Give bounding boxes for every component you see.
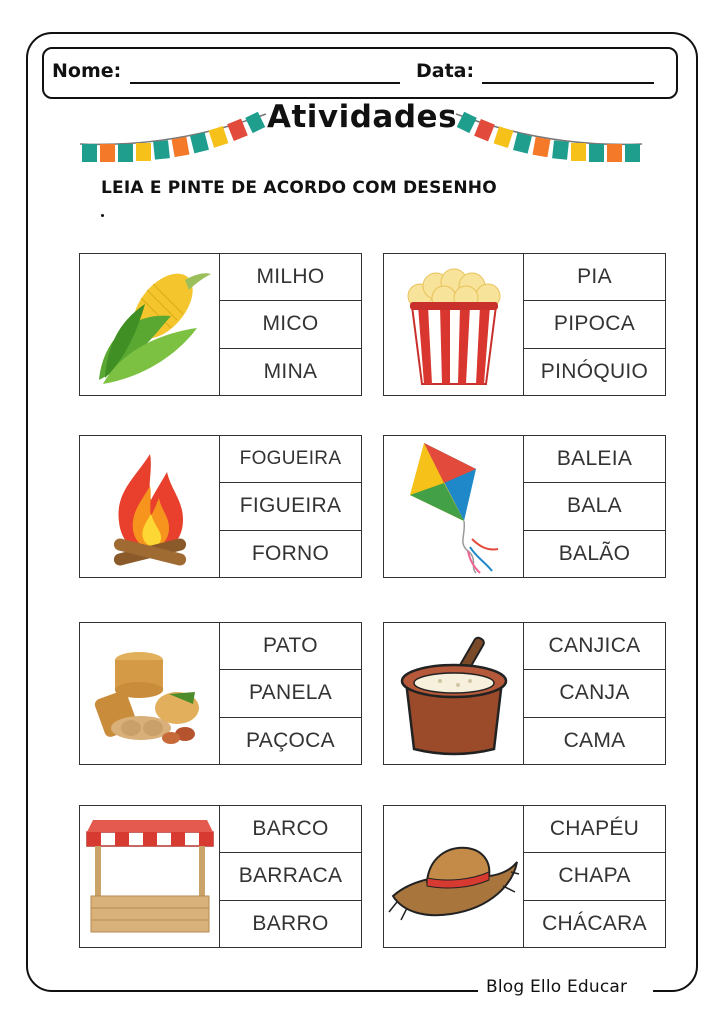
word-option[interactable]: CHAPA (524, 853, 665, 900)
word-card-2 (383, 253, 666, 396)
name-label: Nome: (52, 60, 122, 82)
straw-hat-icon (387, 822, 521, 932)
word-option[interactable]: BALA (524, 483, 665, 530)
card-picture (384, 254, 524, 395)
card-picture (384, 623, 524, 764)
word-option[interactable]: BARCO (220, 806, 361, 853)
word-option[interactable]: PIPOCA (524, 301, 665, 348)
word-option[interactable]: FIGUEIRA (220, 483, 361, 530)
word-option[interactable]: PINÓQUIO (540, 359, 649, 383)
word-option[interactable]: FOGUEIRA (220, 436, 361, 483)
market-stall-icon (83, 812, 217, 942)
word-option[interactable]: BARRO (252, 911, 329, 935)
word-option[interactable]: CAMA (563, 728, 626, 752)
word-card-6 (383, 622, 666, 765)
pacoca-icon (85, 634, 215, 754)
footer-credit: Blog Ello Educar (486, 977, 628, 997)
instruction-text: LEIA E PINTE DE ACORDO COM DESENHO (101, 178, 497, 198)
header-box (42, 47, 678, 99)
word-option[interactable]: PIA (524, 254, 665, 301)
word-option[interactable]: MINA (263, 359, 318, 383)
word-card-1 (79, 253, 362, 396)
word-option[interactable]: CHÁCARA (542, 911, 647, 935)
word-option[interactable]: CHAPÉU (524, 806, 665, 853)
word-card-8 (383, 805, 666, 948)
card-picture (384, 806, 524, 947)
card-picture (80, 436, 220, 577)
date-label: Data: (416, 60, 475, 82)
word-card-4 (383, 435, 666, 578)
corn-icon (85, 260, 215, 390)
stray-dot (101, 214, 104, 217)
name-field[interactable] (130, 82, 400, 84)
word-option[interactable]: PANELA (220, 670, 361, 717)
word-option[interactable]: BALÃO (558, 541, 631, 565)
kite-icon (394, 439, 514, 575)
word-option[interactable]: CANJICA (524, 623, 665, 670)
word-option[interactable]: BALEIA (524, 436, 665, 483)
card-picture (80, 254, 220, 395)
word-option[interactable]: CANJA (524, 670, 665, 717)
word-card-7 (79, 805, 362, 948)
word-option[interactable]: PATO (220, 623, 361, 670)
word-card-5 (79, 622, 362, 765)
date-field[interactable] (482, 82, 654, 84)
card-picture (80, 623, 220, 764)
word-option[interactable]: MILHO (220, 254, 361, 301)
card-picture (80, 806, 220, 947)
popcorn-icon (394, 260, 514, 390)
word-card-3 (79, 435, 362, 578)
canjica-pot-icon (392, 631, 516, 757)
word-option[interactable]: BARRACA (220, 853, 361, 900)
word-option[interactable]: PAÇOCA (246, 728, 335, 752)
word-option[interactable]: MICO (220, 301, 361, 348)
page-title: Atividades (266, 99, 458, 135)
word-option[interactable]: FORNO (251, 541, 330, 565)
card-picture (384, 436, 524, 577)
bonfire-icon (95, 442, 205, 572)
